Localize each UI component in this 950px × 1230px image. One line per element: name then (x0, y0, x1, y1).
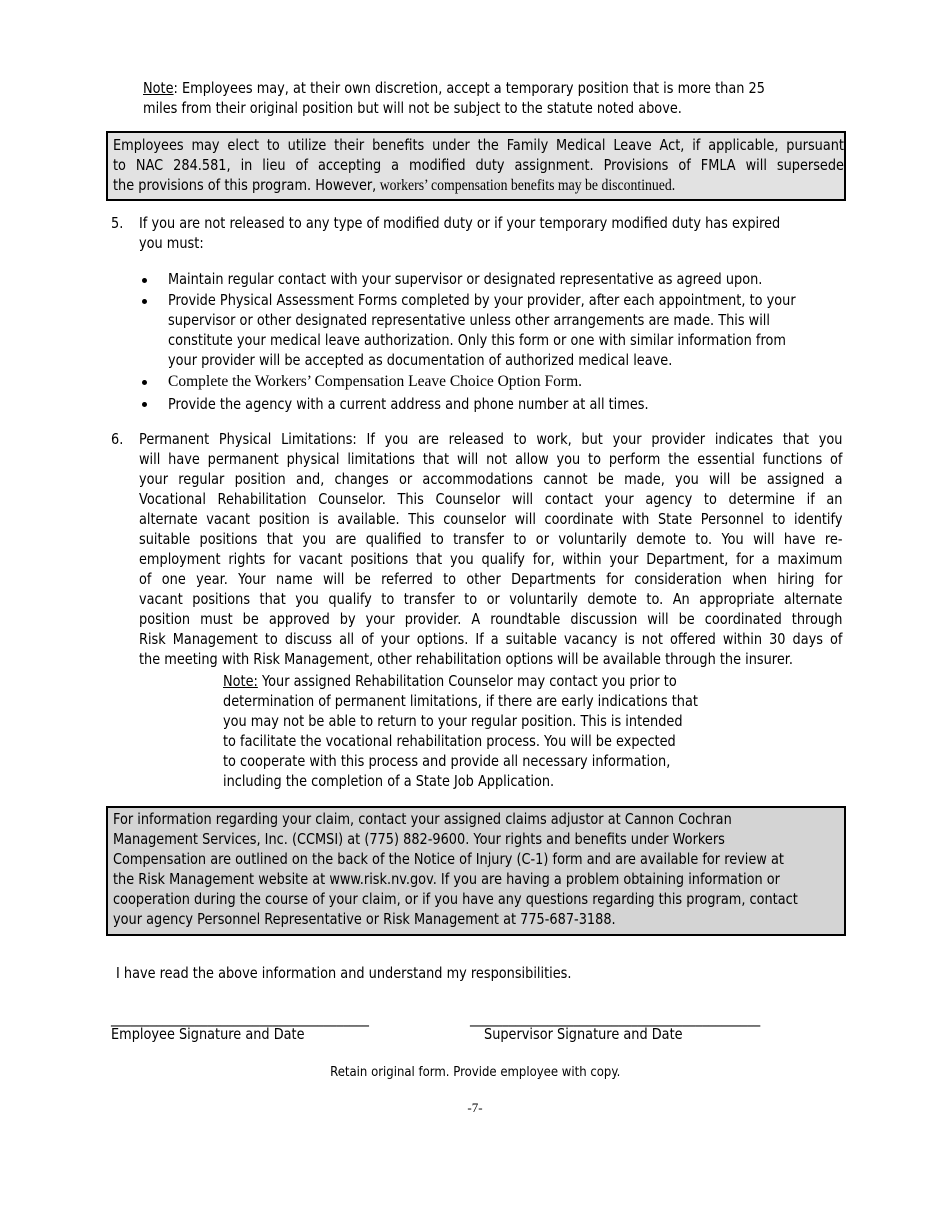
note6-line: you may not be able to return to your regular position. This is intended (223, 712, 683, 730)
employee-signature-label: Employee Signature and Date (111, 1025, 305, 1043)
employee-signature-line[interactable]: ________________________________________ (111, 1009, 369, 1027)
contact-line: cooperation during the course of your claim, or if you have any questions regarding this program, contact (113, 890, 798, 908)
fmla-line1: Employees may elect to utilize their benefits under the Family Medical Leave Act, if applicable, pursuant (113, 136, 844, 154)
item6-line: alternate vacant position is available. This counselor will coordinate with State Personnel to identify (139, 510, 843, 528)
bullet-icon (142, 380, 147, 385)
bullet-icon (142, 299, 147, 304)
item6-line: Vocational Rehabilitation Counselor. This Counselor will contact your agency to determine if an (139, 490, 843, 508)
item6-line: employment rights for vacant positions that you qualify for, within your Department, for a maximum (139, 550, 843, 568)
item6-line: Permanent Physical Limitations: If you are released to work, but your provider indicates that you (139, 430, 843, 448)
fmla-notice-box (106, 131, 846, 201)
item6-note (223, 671, 739, 791)
bullet-2-line4: your provider will be accepted as documentation of authorized medical leave. (168, 351, 673, 369)
contact-line: your agency Personnel Representative or Risk Management at 775-687-3188. (113, 910, 616, 928)
retain-text: Retain original form. Provide employee with copy. (329, 1065, 621, 1080)
bullet-icon (142, 278, 147, 283)
acknowledgement-text: I have read the above information and understand my responsibilities. (116, 964, 572, 982)
item6-number: 6. (111, 430, 124, 448)
item6-line: Risk Management to discuss all of your options. If a suitable vacancy is not offered within 30 days of (139, 630, 843, 648)
fmla-line2: to NAC 284.581, in lieu of accepting a modified duty assignment. Provisions of FMLA will supersede (113, 156, 844, 174)
bullet-icon (142, 402, 147, 407)
contact-line: Compensation are outlined on the back of the Notice of Injury (C-1) form and are available for review at (113, 850, 784, 868)
contact-line: Management Services, Inc. (CCMSI) at (775) 882-9600. Your rights and benefits under Workers (113, 830, 725, 848)
item5-number: 5. (111, 214, 124, 232)
item5-text (139, 213, 844, 253)
page-number: -7- (467, 1100, 483, 1115)
item6-line: your regular position and, changes or accommodations cannot be made, you will be assigned a (139, 470, 843, 488)
bullet-3-line1: Complete the Workers’ Compensation Leave Choice Option Form. (168, 373, 583, 390)
top-note (143, 78, 814, 118)
item6-line: vacant positions that you qualify to transfer to or voluntarily demote to. An appropriate alternate (139, 590, 843, 608)
bullet-2-line1: Provide Physical Assessment Forms completed by your provider, after each appointment, to your (168, 291, 796, 309)
retain-instruction (0, 1064, 950, 1082)
fmla-line3b: workers’ compensation benefits may be discontinued. (376, 177, 676, 194)
item6-text (139, 429, 842, 669)
fmla-line3a: the provisions of this program. However, (113, 176, 377, 194)
item5-bullet-3 (168, 372, 950, 392)
item6-line: will have permanent physical limitations that will not allow you to perform the essential functions of (139, 450, 843, 468)
item5-line1: If you are not released to any type of modified duty or if your temporary modified duty has expired (139, 214, 781, 232)
item5-bullet-2 (168, 290, 856, 370)
item5-bullet-4 (168, 394, 856, 414)
note6-line: determination of permanent limitations, if there are early indications that (223, 692, 698, 710)
item5-line2: you must: (139, 234, 204, 252)
contact-line: the Risk Management website at www.risk.nv.gov. If you are having a problem obtaining information or (113, 870, 780, 888)
bullet-2-line3: constitute your medical leave authorization. Only this form or one with similar information from (168, 331, 786, 349)
bullet-2-line2: supervisor or other designated representative unless other arrangements are made. This will (168, 311, 770, 329)
top-note-line1: : Employees may, at their own discretion, accept a temporary position that is more than 25 (173, 79, 765, 97)
note6-line: Your assigned Rehabilitation Counselor may contact you prior to (257, 672, 677, 690)
note6-line: to facilitate the vocational rehabilitation process. You will be expected (223, 732, 676, 750)
item6-line: the meeting with Risk Management, other rehabilitation options will be available through the insurer. (139, 650, 793, 668)
item6-line: suitable positions that you are qualified to transfer to or voluntarily demote to. You will have re- (139, 530, 843, 548)
item5-bullet-1 (168, 269, 856, 289)
top-note-line2: miles from their original position but will not be subject to the statute noted above. (143, 99, 682, 117)
note-label: Note: (223, 672, 258, 690)
bullet-4-line1: Provide the agency with a current address and phone number at all times. (168, 395, 649, 413)
supervisor-signature-label: Supervisor Signature and Date (484, 1025, 683, 1043)
contact-info-box (106, 806, 846, 936)
note6-line: to cooperate with this process and provide all necessary information, (223, 752, 671, 770)
note-label: Note (143, 79, 174, 97)
note6-line: including the completion of a State Job Application. (223, 772, 555, 790)
bullet-1-line1: Maintain regular contact with your supervisor or designated representative as agreed upon. (168, 270, 763, 288)
supervisor-signature-line[interactable]: _____________________________________________ (470, 1009, 761, 1027)
item6-line: of one year. Your name will be referred to other Departments for consideration when hiring for (139, 570, 843, 588)
item6-line: position must be approved by your provider. A roundtable discussion will be coordinated through (139, 610, 843, 628)
contact-line: For information regarding your claim, contact your assigned claims adjustor at Cannon Cochran (113, 810, 732, 828)
